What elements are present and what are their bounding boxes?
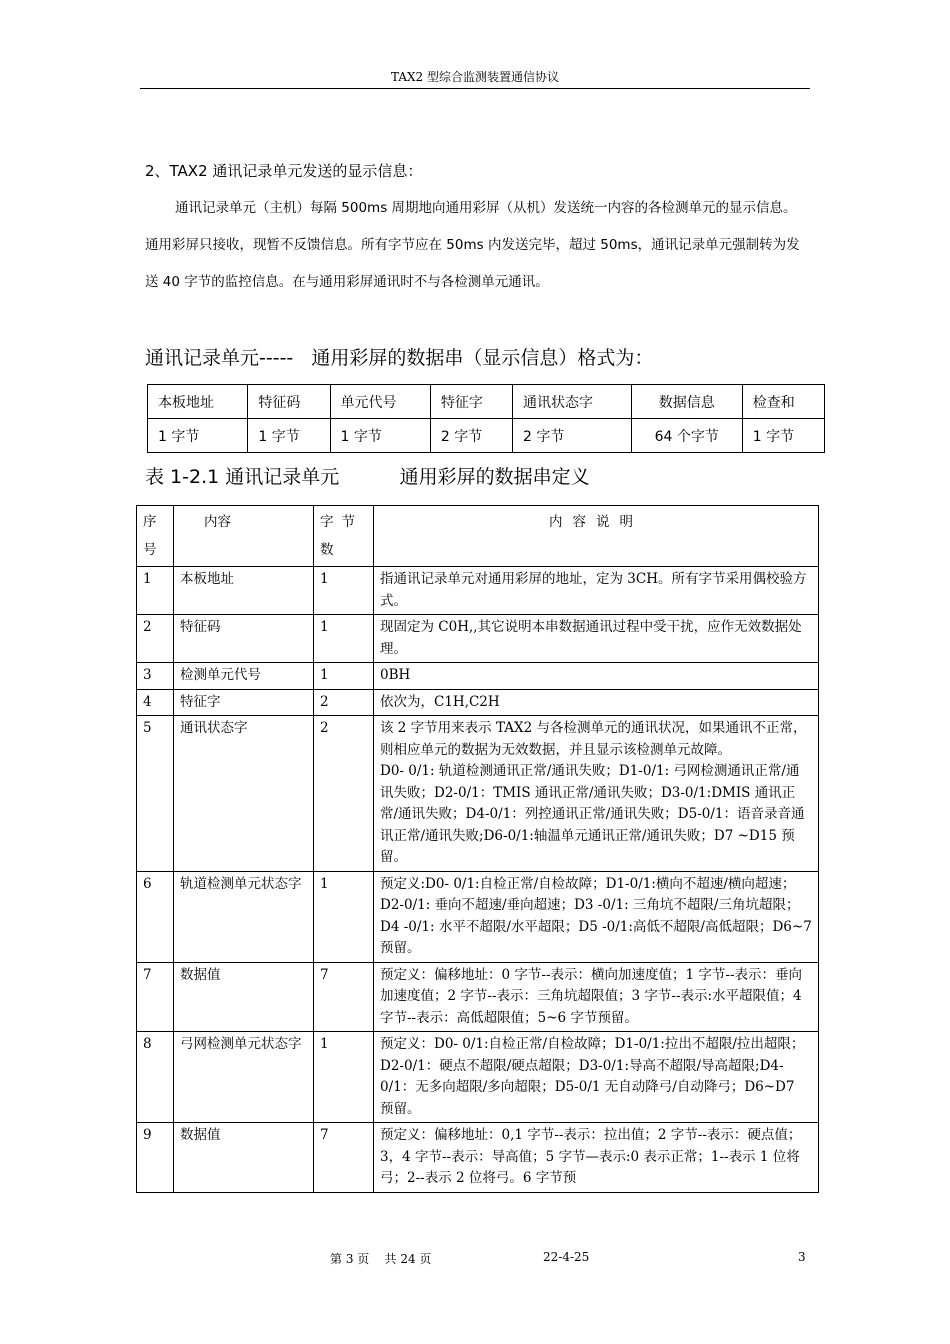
row-description: 预定义：偏移地址：0,1 字节--表示：拉出值；2 字节--表示：硬点值；3，4 字节--表示：导高值；5 字节—表示:0 表示正常；1--表示 1 位将弓；2--表示 2 位将弓。6 字节预 [374,1123,819,1193]
row-number: 1 [137,567,174,615]
header-no: 序号 [137,506,174,567]
row-bytes: 1 [314,1032,374,1123]
row-content: 数据值 [174,1123,314,1193]
format-header-cell: 单元代号 [330,385,430,419]
table-row [137,716,819,872]
table-row [137,615,819,663]
format-size-cell: 2 字节 [513,419,632,453]
row-number: 9 [137,1123,174,1193]
row-content: 本板地址 [174,567,314,615]
format-header-cell: 特征码 [248,385,330,419]
table-row [137,663,819,690]
row-content: 弓网检测单元状态字 [174,1032,314,1123]
row-number: 5 [137,716,174,872]
row-content: 检测单元代号 [174,663,314,690]
table-row [137,689,819,716]
row-content: 数据值 [174,962,314,1032]
row-description: 指通讯记录单元对通用彩屏的地址，定为 3CH。所有字节采用偶校验方式。 [374,567,819,615]
header-description: 内容说明 [374,506,819,567]
format-header-cell: 数据信息 [631,385,742,419]
format-table-size-row [148,419,825,453]
table-row [137,1123,819,1193]
row-bytes: 1 [314,663,374,690]
row-description: 0BH [374,663,819,690]
row-number: 6 [137,871,174,962]
format-size-cell: 1 字节 [248,419,330,453]
table-row [137,567,819,615]
definition-table-body [137,567,819,1193]
format-size-cell: 1 字节 [742,419,824,453]
row-content: 特征字 [174,689,314,716]
format-title: 通讯记录单元----- 通用彩屏的数据串（显示信息）格式为： [145,347,654,369]
footer-page-number: 3 [798,1250,806,1264]
row-description: 预定义：偏移地址：0 字节--表示：横向加速度值；1 字节--表示：垂向加速度值；2 字节--表示：三角坑超限值；3 字节--表示:水平超限值；4 字节--表示：高低超限值；5~6 字节预留。 [374,962,819,1032]
row-content: 轨道检测单元状态字 [174,871,314,962]
row-number: 8 [137,1032,174,1123]
body-paragraph [145,190,810,301]
format-size-cell: 64 个字节 [631,419,742,453]
format-table [147,384,825,453]
table-row [137,1032,819,1123]
format-size-cell: 1 字节 [148,419,248,453]
header-content: 内容 [174,506,314,567]
format-header-cell: 特征字 [430,385,512,419]
paragraph-text: 通讯记录单元（主机）每隔 500ms 周期地向通用彩屏（从机）发送统一内容的各检测单元的显示信息。通用彩屏只接收，现暂不反馈信息。所有字节应在 50ms 内发送完毕，超过 50ms，通讯记录单元强制转为发送 40 字节的监控信息。在与通用彩屏通讯时不与各检测单元通讯。 [145,200,800,290]
format-size-cell: 2 字节 [430,419,512,453]
row-description: 该 2 字节用来表示 TAX2 与各检测单元的通讯状况，如果通讯不正常，则相应单元的数据为无效数据，并且显示该检测单元故障。 D0- 0/1: 轨道检测通讯正常/通讯失败；D1-0/1: 弓网检测通讯正常/通讯失败；D2-0/1：TMIS 通讯正常/通讯失败；D3-0/1:DMIS 通讯正常/通讯失败；D4-0/1：列控通讯正常/通讯失败；D5-0/1：语音录音通讯正常/通讯失败;D6-0/1:轴温单元通讯正常/通讯失败；D7 ~D15 预留。 [374,716,819,872]
definition-table-header [137,506,819,567]
format-header-cell: 本板地址 [148,385,248,419]
row-number: 7 [137,962,174,1032]
row-description: 现固定为 C0H,,其它说明本串数据通讯过程中受干扰，应作无效数据处理。 [374,615,819,663]
row-number: 2 [137,615,174,663]
footer-page-info: 第 3 页 共 24 页 [330,1252,432,1266]
section-heading: 2、TAX2 通讯记录单元发送的显示信息： [145,162,423,180]
row-bytes: 2 [314,716,374,872]
definition-table [136,505,819,1193]
format-header-cell: 通讯状态字 [513,385,632,419]
row-description: 预定义:D0- 0/1:自检正常/自检故障；D1-0/1:横向不超速/横向超速；D2-0/1: 垂向不超速/垂向超速；D3 -0/1: 三角坑不超限/三角坑超限；D4 -0/1: 水平不超限/水平超限；D5 -0/1:高低不超限/高低超限；D6~7 预留。 [374,871,819,962]
table-caption: 表 1-2.1 通讯记录单元 通用彩屏的数据串定义 [145,466,590,488]
row-bytes: 1 [314,615,374,663]
document-header-title: TAX2 型综合监测装置通信协议 [390,70,559,84]
row-number: 4 [137,689,174,716]
row-content: 通讯状态字 [174,716,314,872]
row-bytes: 1 [314,871,374,962]
row-number: 3 [137,663,174,690]
row-content: 特征码 [174,615,314,663]
header-divider [140,88,810,89]
row-description: 依次为，C1H,C2H [374,689,819,716]
format-table-header-row [148,385,825,419]
row-description: 预定义：D0- 0/1:自检正常/自检故障；D1-0/1:拉出不超限/拉出超限；D2-0/1：硬点不超限/硬点超限；D3-0/1:导高不超限/导高超限;D4-0/1：无多向超限/多向超限；D5-0/1 无自动降弓/自动降弓；D6~D7 预留。 [374,1032,819,1123]
row-bytes: 2 [314,689,374,716]
row-bytes: 1 [314,567,374,615]
row-bytes: 7 [314,962,374,1032]
table-row [137,962,819,1032]
row-bytes: 7 [314,1123,374,1193]
footer-date: 22-4-25 [543,1250,590,1264]
table-row [137,871,819,962]
format-header-cell: 检查和 [742,385,824,419]
format-size-cell: 1 字节 [330,419,430,453]
header-bytes: 字节数 [314,506,374,567]
